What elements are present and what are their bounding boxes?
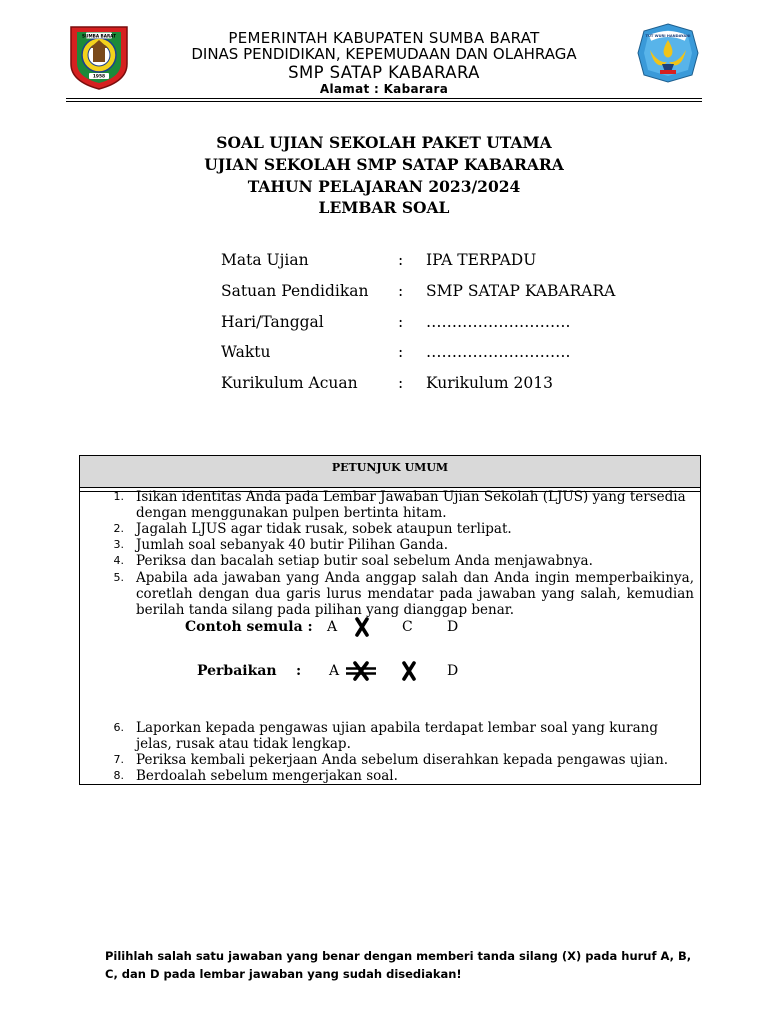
instruction-number: 8. — [113, 769, 124, 782]
instruction-number: 6. — [113, 721, 124, 734]
example-correction-label: Perbaikan — [197, 663, 277, 679]
example-option-d: D — [447, 619, 459, 635]
instruction-text: Berdoalah sebelum mengerjakan soal. — [136, 768, 398, 784]
instruction-number: 7. — [113, 753, 124, 766]
instruction-text: Periksa kembali pekerjaan Anda sebelum diserahkan kepada pengawas ujian. — [136, 752, 669, 768]
instructions-heading: PETUNJUK UMUM — [80, 456, 700, 488]
info-value: Kurikulum 2013 — [426, 374, 553, 392]
left-logo-text: SUMBA BARAT — [82, 33, 116, 39]
info-colon: : — [398, 343, 404, 361]
info-colon: : — [398, 313, 404, 331]
info-colon: : — [398, 251, 404, 269]
example-option-c: C — [402, 619, 413, 635]
instruction-text: Laporkan kepada pengawas ujian apabila terdapat lembar soal yang kurang jelas, rusak atau tidak lengkap. — [136, 720, 658, 752]
info-value: IPA TERPADU — [426, 251, 537, 269]
instruction-text: Jagalah LJUS agar tidak rusak, sobek ataupun terlipat. — [136, 521, 512, 537]
instruction-number: 5. — [113, 571, 124, 584]
general-instructions-box — [79, 455, 701, 785]
info-label: Satuan Pendidikan — [221, 282, 369, 300]
example-correction-colon: : — [296, 663, 302, 679]
letterhead-department: DINAS PENDIDIKAN, KEPEMUDAAN DAN OLAHRAGA — [191, 45, 577, 63]
struck-cross-mark-icon — [344, 660, 378, 682]
instruction-number: 1. — [113, 490, 124, 503]
example-option-d: D — [447, 663, 459, 679]
info-colon: : — [398, 374, 404, 392]
cross-mark-icon — [401, 660, 417, 682]
instruction-number: 3. — [113, 538, 124, 551]
instruction-number: 2. — [113, 522, 124, 535]
letterhead-rule-thin — [66, 101, 702, 102]
letterhead-school: SMP SATAP KABARARA — [288, 63, 480, 82]
exam-title-3: TAHUN PELAJARAN 2023/2024 — [247, 177, 521, 196]
info-label: Waktu — [221, 343, 271, 361]
letterhead-government: PEMERINTAH KABUPATEN SUMBA BARAT — [228, 29, 540, 47]
exam-title-4: LEMBAR SOAL — [318, 198, 450, 217]
instruction-text: Apabila ada jawaban yang Anda anggap salah dan Anda ingin memperbaikinya, coretlah dengan dua garis lurus mendatar pada jawaban yang salah, kemudian berilah tanda silang pada pilihan yang dianggap benar. — [136, 570, 694, 618]
example-option-a: A — [327, 619, 338, 635]
info-colon: : — [398, 282, 404, 300]
left-logo-year: 1958 — [92, 74, 106, 80]
instruction-text: Jumlah soal sebanyak 40 butir Pilihan Ganda. — [136, 537, 448, 553]
example-original-label: Contoh semula : — [185, 619, 313, 635]
info-value: ………………………. — [426, 313, 571, 331]
right-logo-text: TUT WURI HANDAYANI — [645, 34, 691, 38]
answering-instruction: Pilihlah salah satu jawaban yang benar dengan memberi tanda silang (X) pada huruf A, B, C, dan D pada lembar jawaban yang sudah disediakan! — [105, 949, 692, 981]
letterhead-rule-thick — [66, 98, 702, 99]
info-value: ………………………. — [426, 343, 571, 361]
info-label: Kurikulum Acuan — [221, 374, 358, 392]
instruction-text: Periksa dan bacalah setiap butir soal sebelum Anda menjawabnya. — [136, 553, 593, 569]
info-value: SMP SATAP KABARARA — [426, 282, 616, 300]
instruction-number: 4. — [113, 554, 124, 567]
instruction-text: Isikan identitas Anda pada Lembar Jawaban Ujian Sekolah (LJUS) yang tersedia dengan menggunakan pulpen bertinta hitam. — [136, 489, 686, 521]
letterhead-address: Alamat : Kabarara — [319, 82, 449, 96]
exam-title-2: UJIAN SEKOLAH SMP SATAP KABARARA — [204, 155, 564, 174]
cross-mark-icon — [354, 616, 370, 638]
info-label: Mata Ujian — [221, 251, 309, 269]
info-label: Hari/Tanggal — [221, 313, 324, 331]
example-option-a: A — [329, 663, 340, 679]
exam-title-1: SOAL UJIAN SEKOLAH PAKET UTAMA — [216, 133, 552, 152]
